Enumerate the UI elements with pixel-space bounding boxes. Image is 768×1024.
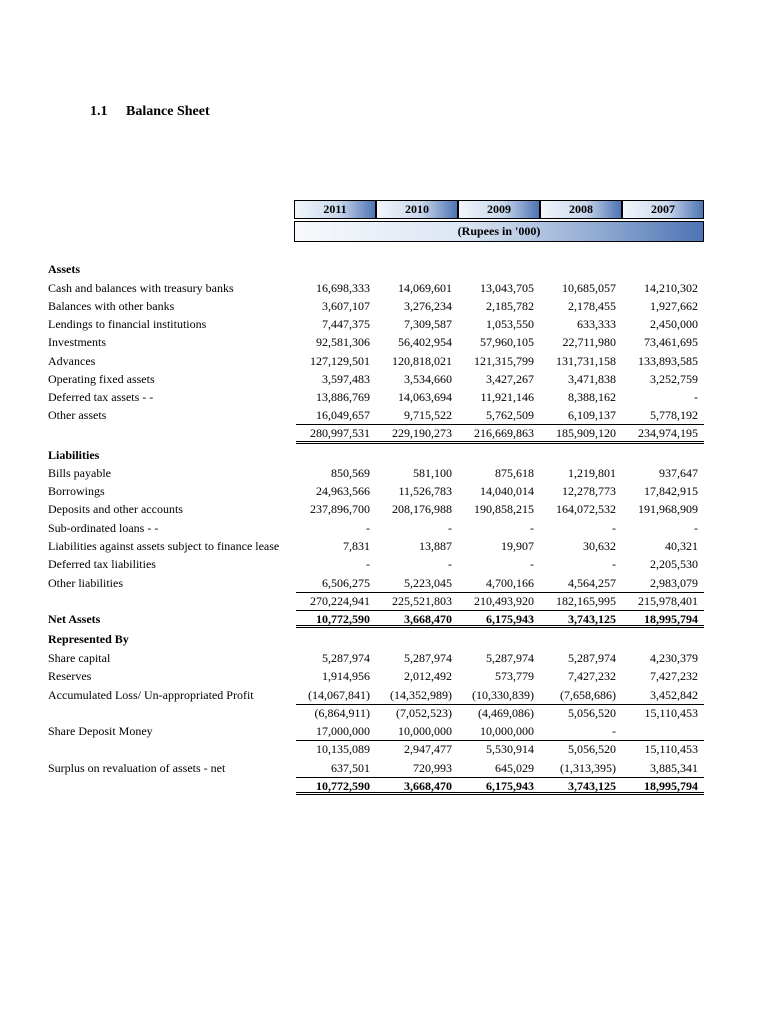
cell-2009: 3,427,267	[486, 372, 534, 386]
cell-2010: (7,052,523)	[396, 706, 452, 720]
cell-2007: 3,452,842	[650, 688, 698, 702]
row-label: Bills payable	[48, 466, 111, 480]
cell-2011: -	[366, 521, 370, 535]
cell-2010: 9,715,522	[404, 408, 452, 422]
table-row	[48, 333, 708, 351]
cell-2007: 2,205,530	[650, 557, 698, 571]
cell-2009: 573,779	[495, 669, 534, 683]
cell-2008: 633,333	[577, 317, 616, 331]
cell-2010: 13,887	[419, 539, 452, 553]
cell-2007: 18,995,794	[644, 779, 698, 793]
row-label: Accumulated Loss/ Un-appropriated Profit	[48, 688, 254, 702]
cell-2008: -	[612, 557, 616, 571]
cell-2009: 13,043,705	[480, 281, 534, 295]
cell-2007: 234,974,195	[638, 426, 698, 440]
cell-2007: 7,427,232	[650, 669, 698, 683]
table-row	[48, 388, 708, 406]
cell-2008: 1,219,801	[568, 466, 616, 480]
cell-2011: 3,597,483	[322, 372, 370, 386]
cell-2007: -	[694, 521, 698, 535]
cell-2007: 5,778,192	[650, 408, 698, 422]
table-row	[48, 722, 708, 740]
cell-2009: 190,858,215	[474, 502, 534, 516]
cell-2011: 10,772,590	[316, 612, 370, 626]
cell-2009: -	[530, 557, 534, 571]
row-label: Net Assets	[48, 612, 101, 626]
table-row	[48, 686, 708, 704]
cell-2007: 191,968,909	[638, 502, 698, 516]
cell-2008: 3,743,125	[568, 612, 616, 626]
unit-label: (Rupees in '000)	[294, 221, 704, 242]
cell-2009: 5,762,509	[486, 408, 534, 422]
row-label: Balances with other banks	[48, 299, 175, 313]
year-col-2007: 2007	[622, 200, 704, 219]
subtotal-rule	[296, 610, 704, 611]
cell-2008: 6,109,137	[568, 408, 616, 422]
cell-2011: 270,224,941	[310, 594, 370, 608]
cell-2008: 164,072,532	[556, 502, 616, 516]
cell-2008: -	[612, 724, 616, 738]
cell-2008: (7,658,686)	[560, 688, 616, 702]
year-header	[294, 200, 704, 242]
cell-2008: 12,278,773	[562, 484, 616, 498]
cell-2007: 40,321	[665, 539, 698, 553]
table-row	[48, 630, 708, 648]
cell-2010: -	[448, 521, 452, 535]
section-heading	[90, 104, 210, 120]
year-col-2009: 2009	[458, 200, 540, 219]
cell-2011: 3,607,107	[322, 299, 370, 313]
row-label: Reserves	[48, 669, 92, 683]
table-row	[48, 649, 708, 667]
row-label: Borrowings	[48, 484, 105, 498]
row-label: Deferred tax liabilities	[48, 557, 156, 571]
cell-2008: 4,564,257	[568, 576, 616, 590]
cell-2008: 131,731,158	[556, 354, 616, 368]
cell-2011: 7,831	[343, 539, 370, 553]
cell-2009: 19,907	[501, 539, 534, 553]
subtotal-row	[48, 740, 708, 758]
cell-2008: 8,388,162	[568, 390, 616, 404]
row-label: Assets	[48, 262, 80, 276]
cell-2011: 24,963,566	[316, 484, 370, 498]
table-row	[48, 352, 708, 370]
table-row	[48, 370, 708, 388]
cell-2009: 14,040,014	[480, 484, 534, 498]
cell-2011: 127,129,501	[310, 354, 370, 368]
total-double-rule	[296, 792, 704, 795]
row-label: Other liabilities	[48, 576, 123, 590]
cell-2011: 10,772,590	[316, 779, 370, 793]
table-row	[48, 446, 708, 464]
cell-2009: 121,315,799	[474, 354, 534, 368]
cell-2008: 3,743,125	[568, 779, 616, 793]
table-row	[48, 464, 708, 482]
cell-2007: 3,252,759	[650, 372, 698, 386]
cell-2007: 18,995,794	[644, 612, 698, 626]
cell-2009: 1,053,550	[486, 317, 534, 331]
cell-2008: 5,056,520	[568, 706, 616, 720]
cell-2011: (14,067,841)	[308, 688, 370, 702]
cell-2010: 5,287,974	[404, 651, 452, 665]
cell-2009: 5,530,914	[486, 742, 534, 756]
cell-2008: 2,178,455	[568, 299, 616, 313]
cell-2011: 237,896,700	[310, 502, 370, 516]
cell-2009: 2,185,782	[486, 299, 534, 313]
table-row	[48, 482, 708, 500]
row-label: Liabilities against assets subject to finance lease	[48, 539, 280, 553]
subtotal-rule	[296, 777, 704, 778]
section-title: Balance Sheet	[126, 104, 210, 119]
cell-2010: 5,223,045	[404, 576, 452, 590]
cell-2010: 225,521,803	[392, 594, 452, 608]
cell-2011: 1,914,956	[322, 669, 370, 683]
cell-2007: 15,110,453	[644, 742, 698, 756]
cell-2010: 2,947,477	[404, 742, 452, 756]
table-row	[48, 759, 708, 777]
cell-2008: 10,685,057	[562, 281, 616, 295]
subtotal-rule	[296, 704, 704, 705]
cell-2009: (10,330,839)	[472, 688, 534, 702]
cell-2008: 185,909,120	[556, 426, 616, 440]
cell-2010: 3,668,470	[404, 779, 452, 793]
row-label: Lendings to financial institutions	[48, 317, 207, 331]
cell-2011: 7,447,375	[322, 317, 370, 331]
cell-2007: 2,450,000	[650, 317, 698, 331]
cell-2007: 215,978,401	[638, 594, 698, 608]
cell-2011: 6,506,275	[322, 576, 370, 590]
row-label: Deferred tax assets - -	[48, 390, 154, 404]
cell-2007: 3,885,341	[650, 761, 698, 775]
cell-2009: 10,000,000	[480, 724, 534, 738]
cell-2011: 13,886,769	[316, 390, 370, 404]
table-row	[48, 260, 708, 278]
cell-2007: 17,842,915	[644, 484, 698, 498]
subtotal-rule	[296, 424, 704, 425]
year-col-2011: 2011	[294, 200, 376, 219]
subtotal-row	[48, 424, 708, 442]
cell-2008: 182,165,995	[556, 594, 616, 608]
cell-2010: 14,063,694	[398, 390, 452, 404]
cell-2011: 16,698,333	[316, 281, 370, 295]
cell-2009: (4,469,086)	[478, 706, 534, 720]
cell-2010: 3,276,234	[404, 299, 452, 313]
cell-2008: (1,313,395)	[560, 761, 616, 775]
cell-2008: 5,287,974	[568, 651, 616, 665]
row-label: Advances	[48, 354, 96, 368]
cell-2011: 92,581,306	[316, 335, 370, 349]
cell-2010: 7,309,587	[404, 317, 452, 331]
cell-2010: 208,176,988	[392, 502, 452, 516]
cell-2009: 6,175,943	[486, 612, 534, 626]
cell-2007: 73,461,695	[644, 335, 698, 349]
cell-2009: 210,493,920	[474, 594, 534, 608]
cell-2007: 133,893,585	[638, 354, 698, 368]
row-label: Investments	[48, 335, 106, 349]
cell-2009: 5,287,974	[486, 651, 534, 665]
cell-2008: -	[612, 521, 616, 535]
year-col-2010: 2010	[376, 200, 458, 219]
table-row	[48, 500, 708, 518]
subtotal-row	[48, 592, 708, 610]
table-row	[48, 555, 708, 573]
row-label: Liabilities	[48, 448, 100, 462]
table-row	[48, 406, 708, 424]
row-label: Share Deposit Money	[48, 724, 153, 738]
cell-2010: 2,012,492	[404, 669, 452, 683]
cell-2009: 6,175,943	[486, 779, 534, 793]
cell-2007: 937,647	[659, 466, 698, 480]
cell-2007: 15,110,453	[644, 706, 698, 720]
cell-2009: 11,921,146	[480, 390, 534, 404]
table-row	[48, 297, 708, 315]
cell-2010: -	[448, 557, 452, 571]
total-double-rule	[296, 625, 704, 628]
cell-2011: -	[366, 557, 370, 571]
subtotal-row	[48, 704, 708, 722]
cell-2008: 22,711,980	[562, 335, 616, 349]
year-col-2008: 2008	[540, 200, 622, 219]
cell-2010: 3,668,470	[404, 612, 452, 626]
cell-2008: 30,632	[583, 539, 616, 553]
subtotal-rule	[296, 740, 704, 741]
row-label: Represented By	[48, 632, 129, 646]
cell-2007: 4,230,379	[650, 651, 698, 665]
cell-2010: 720,993	[413, 761, 452, 775]
cell-2011: 850,569	[331, 466, 370, 480]
cell-2010: 56,402,954	[398, 335, 452, 349]
cell-2011: 16,049,657	[316, 408, 370, 422]
table-row	[48, 574, 708, 592]
cell-2009: 4,700,166	[486, 576, 534, 590]
row-label: Deposits and other accounts	[48, 502, 183, 516]
cell-2009: 645,029	[495, 761, 534, 775]
cell-2009: 875,618	[495, 466, 534, 480]
cell-2008: 3,471,838	[568, 372, 616, 386]
cell-2011: (6,864,911)	[314, 706, 370, 720]
row-label: Sub-ordinated loans - -	[48, 521, 159, 535]
row-label: Other assets	[48, 408, 107, 422]
table-row	[48, 279, 708, 297]
total-double-rule	[296, 441, 704, 444]
cell-2007: 1,927,662	[650, 299, 698, 313]
cell-2011: 10,135,089	[316, 742, 370, 756]
cell-2010: 10,000,000	[398, 724, 452, 738]
row-label: Operating fixed assets	[48, 372, 155, 386]
row-label: Surplus on revaluation of assets - net	[48, 761, 226, 775]
cell-2007: 14,210,302	[644, 281, 698, 295]
cell-2010: 581,100	[413, 466, 452, 480]
subtotal-rule	[296, 592, 704, 593]
cell-2008: 7,427,232	[568, 669, 616, 683]
cell-2007: 2,983,079	[650, 576, 698, 590]
cell-2010: 3,534,660	[404, 372, 452, 386]
table-row	[48, 537, 708, 555]
cell-2008: 5,056,520	[568, 742, 616, 756]
cell-2010: 120,818,021	[392, 354, 452, 368]
cell-2009: 216,669,863	[474, 426, 534, 440]
cell-2007: -	[694, 390, 698, 404]
cell-2010: (14,352,989)	[390, 688, 452, 702]
section-number: 1.1	[90, 104, 108, 119]
cell-2010: 229,190,273	[392, 426, 452, 440]
cell-2011: 5,287,974	[322, 651, 370, 665]
cell-2011: 280,997,531	[310, 426, 370, 440]
cell-2011: 17,000,000	[316, 724, 370, 738]
cell-2010: 11,526,783	[398, 484, 452, 498]
row-label: Share capital	[48, 651, 111, 665]
table-row	[48, 667, 708, 685]
cell-2009: 57,960,105	[480, 335, 534, 349]
row-label: Cash and balances with treasury banks	[48, 281, 234, 295]
cell-2009: -	[530, 521, 534, 535]
cell-2011: 637,501	[331, 761, 370, 775]
cell-2010: 14,069,601	[398, 281, 452, 295]
table-row	[48, 315, 708, 333]
table-row	[48, 519, 708, 537]
